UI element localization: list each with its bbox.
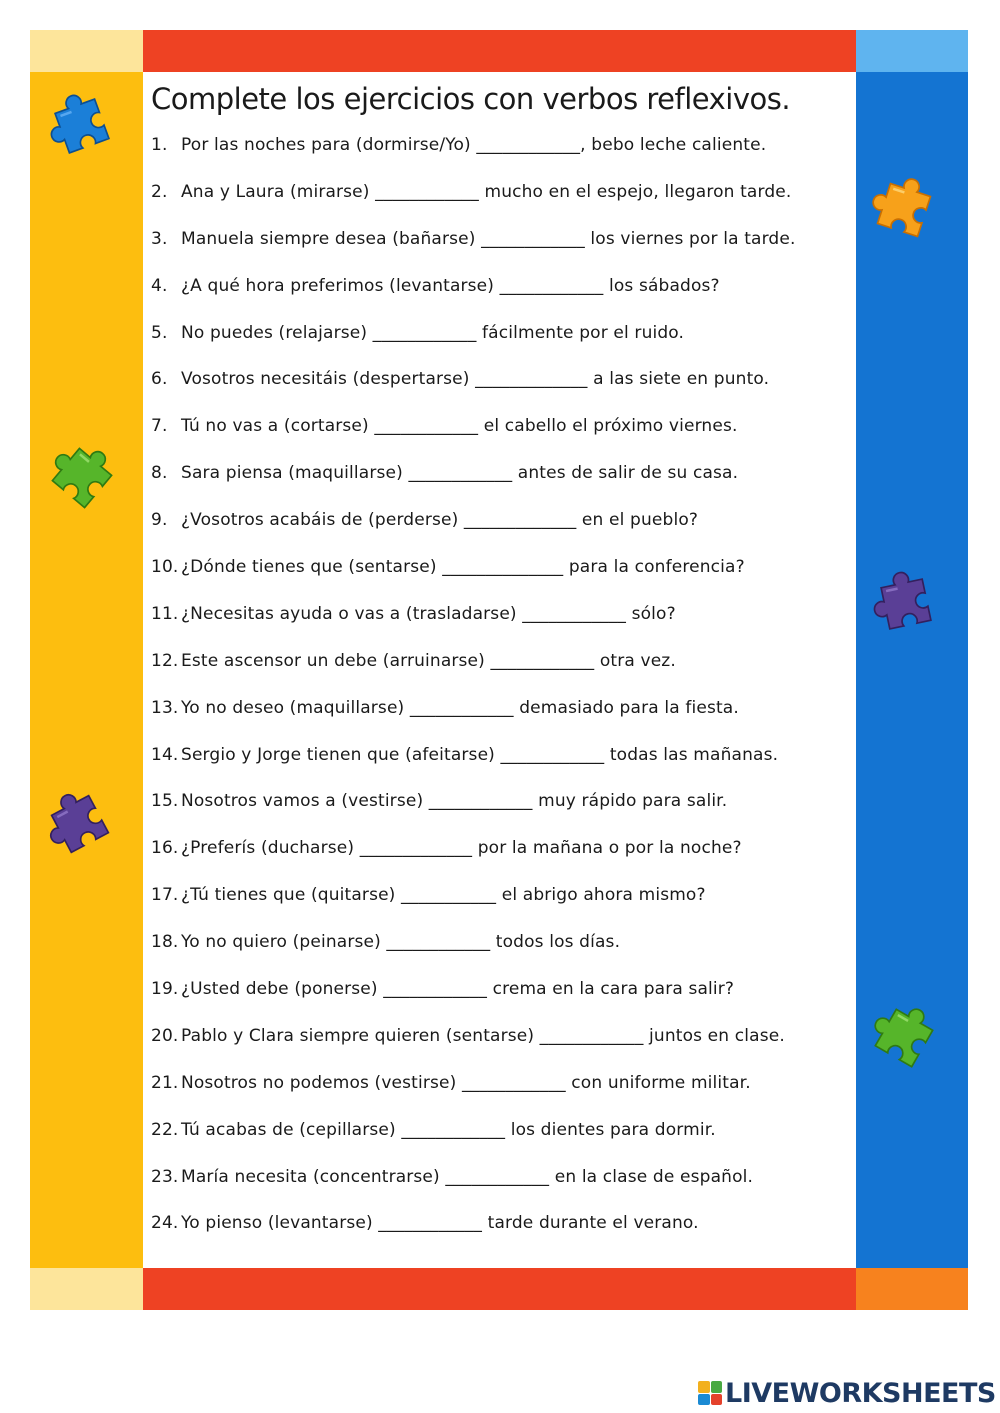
- exercise-item: [151, 693, 796, 740]
- exercise-number: 22.: [151, 1119, 179, 1140]
- exercise-number: 6.: [151, 369, 168, 390]
- exercise-text: ¿Vosotros acabáis de (perderse) _____________ en el pueblo?: [181, 510, 699, 531]
- exercise-item: [151, 177, 796, 224]
- exercise-item: [151, 505, 796, 552]
- exercise-number: 8.: [151, 463, 168, 484]
- exercise-text: ¿A qué hora preferimos (levantarse) ____________ los sábados?: [181, 275, 720, 296]
- exercise-text: Yo no quiero (peinarse) ____________ todos los días.: [181, 932, 621, 953]
- exercise-item: [151, 552, 796, 599]
- exercise-number: 12.: [151, 650, 179, 671]
- corner-top-left: [30, 30, 143, 72]
- exercise-item: [151, 1162, 796, 1209]
- exercise-item: [151, 411, 796, 458]
- exercise-item: [151, 224, 796, 271]
- exercise-text: Manuela siempre desea (bañarse) ____________ los viernes por la tarde.: [181, 228, 796, 249]
- exercise-number: 21.: [151, 1072, 179, 1093]
- exercise-number: 3.: [151, 228, 168, 249]
- puzzle-piece-green-icon: [40, 436, 124, 520]
- corner-top-right: [856, 30, 968, 72]
- exercise-item: [151, 130, 796, 177]
- exercise-number: 13.: [151, 697, 179, 718]
- exercise-item: [151, 1208, 796, 1255]
- exercise-text: Sergio y Jorge tienen que (afeitarse) ____________ todas las mañanas.: [181, 744, 779, 765]
- exercise-text: ¿Usted debe (ponerse) ____________ crema en la cara para salir?: [181, 979, 735, 1000]
- top-color-bar: [143, 30, 856, 72]
- exercise-number: 7.: [151, 416, 168, 437]
- liveworksheets-logo-icon: [698, 1381, 722, 1405]
- puzzle-piece-purple-icon: [864, 562, 948, 646]
- exercise-text: Vosotros necesitáis (despertarse) _____________ a las siete en punto.: [181, 369, 770, 390]
- puzzle-piece-green-icon: [862, 996, 946, 1080]
- exercise-item: [151, 1021, 796, 1068]
- puzzle-piece-purple-icon: [38, 782, 122, 866]
- brand-footer[interactable]: [698, 1378, 996, 1408]
- exercise-number: 23.: [151, 1166, 179, 1187]
- exercise-number: 1.: [151, 135, 168, 155]
- exercise-item: [151, 740, 796, 787]
- brand-name: LIVEWORKSHEETS: [725, 1377, 996, 1409]
- exercise-number: 16.: [151, 838, 179, 859]
- exercise-number: 15.: [151, 791, 179, 812]
- exercise-number: 5.: [151, 322, 168, 343]
- exercise-number: 11.: [151, 603, 179, 624]
- worksheet-title: Complete los ejercicios con verbos reflexivos.: [151, 82, 791, 116]
- exercise-item: [151, 1068, 796, 1115]
- exercise-text: Tú no vas a (cortarse) ____________ el cabello el próximo viernes.: [181, 416, 738, 437]
- corner-bottom-left: [30, 1268, 143, 1310]
- exercise-text: Pablo y Clara siempre quieren (sentarse) ____________ juntos en clase.: [181, 1025, 785, 1046]
- exercise-number: 17.: [151, 885, 179, 906]
- exercise-item: [151, 599, 796, 646]
- exercise-item: [151, 880, 796, 927]
- exercise-item: [151, 974, 796, 1021]
- exercise-item: [151, 786, 796, 833]
- exercise-text: ¿Dónde tienes que (sentarse) ______________ para la conferencia?: [181, 557, 745, 578]
- bottom-color-bar: [143, 1268, 856, 1310]
- exercise-text: Yo pienso (levantarse) ____________ tarde durante el verano.: [181, 1213, 699, 1234]
- corner-bottom-right: [856, 1268, 968, 1310]
- exercise-item: [151, 318, 796, 365]
- exercise-text: Ana y Laura (mirarse) ____________ mucho en el espejo, llegaron tarde.: [181, 181, 792, 202]
- exercise-text: Nosotros no podemos (vestirse) ____________ con uniforme militar.: [181, 1072, 751, 1093]
- exercise-number: 10.: [151, 557, 179, 578]
- exercise-number: 20.: [151, 1025, 179, 1046]
- exercise-number: 19.: [151, 979, 179, 1000]
- exercise-number: 18.: [151, 932, 179, 953]
- exercise-item: [151, 271, 796, 318]
- exercise-text: Este ascensor un debe (arruinarse) ____________ otra vez.: [181, 650, 676, 671]
- exercise-text: Yo no deseo (maquillarse) ____________ demasiado para la fiesta.: [181, 697, 739, 718]
- exercise-text: Sara piensa (maquillarse) ____________ antes de salir de su casa.: [181, 463, 739, 484]
- exercise-text: Tú acabas de (cepillarse) ____________ los dientes para dormir.: [181, 1119, 716, 1140]
- exercise-text: ¿Necesitas ayuda o vas a (trasladarse) ____________ sólo?: [181, 603, 676, 624]
- exercise-text: ¿Tú tienes que (quitarse) ___________ el abrigo ahora mismo?: [181, 885, 706, 906]
- exercise-item: [151, 833, 796, 880]
- exercise-text: ¿Preferís (ducharse) _____________ por la mañana o por la noche?: [181, 838, 742, 859]
- exercise-text: Nosotros vamos a (vestirse) ____________ muy rápido para salir.: [181, 791, 728, 812]
- puzzle-piece-blue-icon: [40, 84, 124, 168]
- exercise-text: Por las noches para (dormirse/Yo) ____________, bebo leche caliente.: [181, 135, 767, 155]
- exercise-text: María necesita (concentrarse) ____________ en la clase de español.: [181, 1166, 754, 1187]
- exercise-number: 14.: [151, 744, 179, 765]
- exercise-number: 2.: [151, 181, 168, 202]
- exercise-item: [151, 458, 796, 505]
- exercise-item: [151, 1115, 796, 1162]
- puzzle-piece-orange-icon: [862, 168, 946, 252]
- exercise-item: [151, 927, 796, 974]
- left-color-column: [30, 72, 143, 1268]
- exercise-list: [151, 130, 796, 1255]
- exercise-number: 24.: [151, 1213, 179, 1234]
- exercise-item: [151, 646, 796, 693]
- exercise-text: No puedes (relajarse) ____________ fácilmente por el ruido.: [181, 322, 685, 343]
- exercise-number: 9.: [151, 510, 168, 531]
- exercise-number: 4.: [151, 275, 168, 296]
- exercise-item: [151, 364, 796, 411]
